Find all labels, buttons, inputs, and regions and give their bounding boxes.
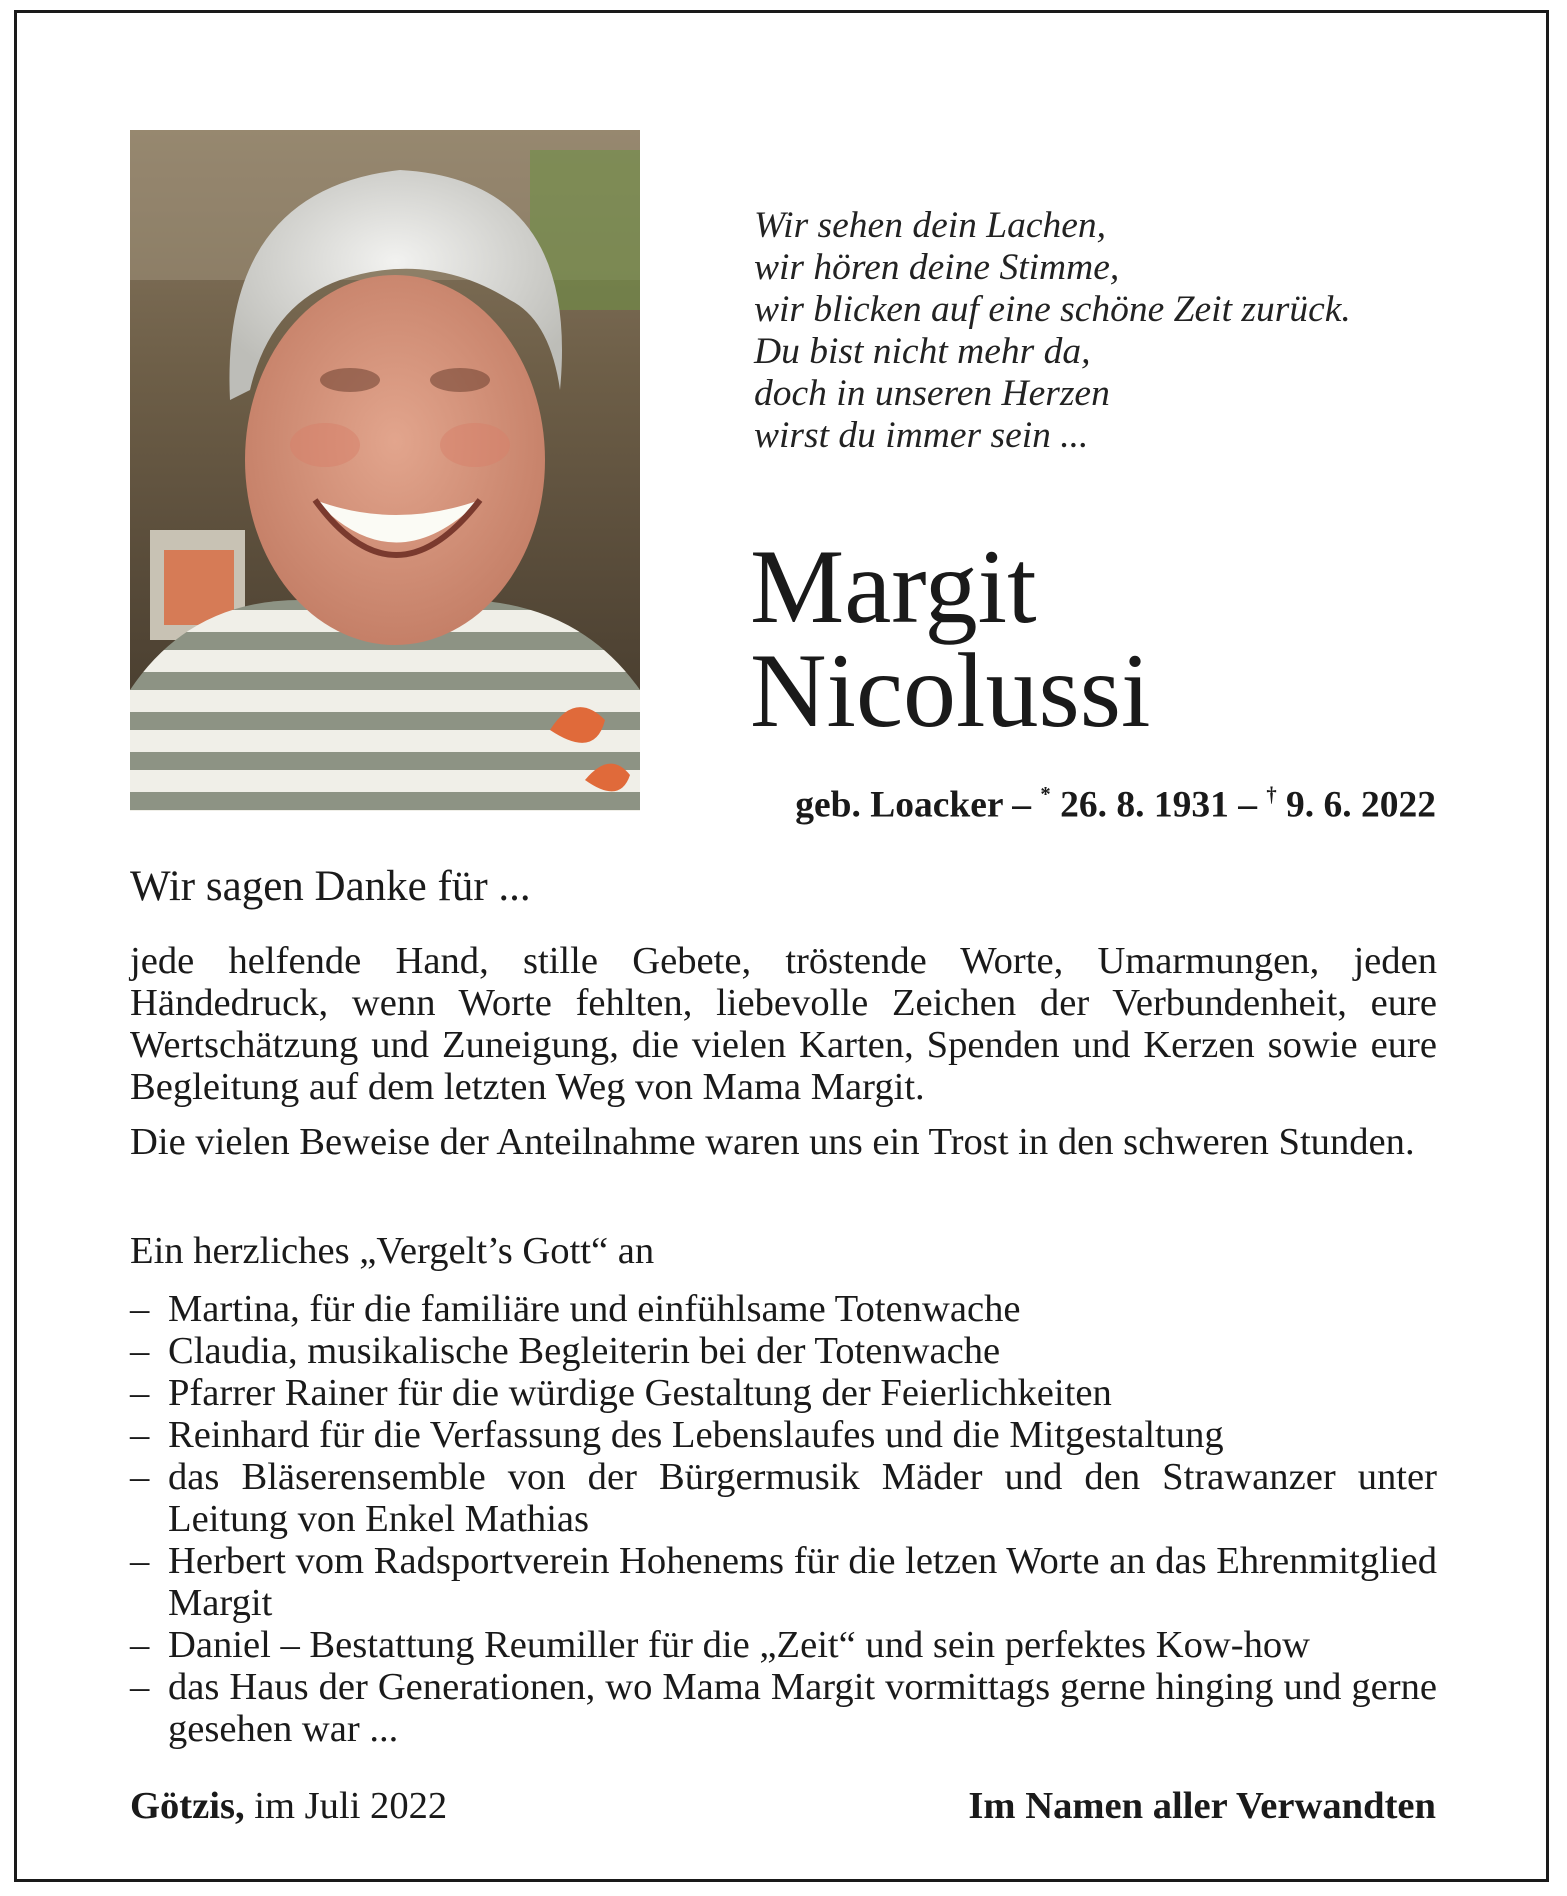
dash-icon: – (130, 1540, 150, 1582)
death-cross-icon: † (1266, 784, 1277, 806)
dash-icon: – (130, 1288, 150, 1330)
poem-line: wir hören deine Stimme, (754, 247, 1120, 288)
dash-icon: – (130, 1456, 150, 1498)
dash-icon: – (130, 1414, 150, 1456)
thanks-intro: Ein herzliches „Vergelt’s Gott“ an (130, 1230, 655, 1272)
separator: – (1002, 784, 1041, 826)
poem-line: Du bist nicht mehr da, (754, 331, 1091, 372)
birth-name: geb. Loacker (795, 784, 1003, 826)
list-item (130, 1540, 1437, 1624)
list-item-text: Herbert vom Radsportverein Hohenems für die letzen Worte an das Ehrenmitglied Margit (168, 1540, 1437, 1624)
signature: Im Namen aller Verwandten (968, 1785, 1436, 1827)
birth-star-icon: * (1040, 784, 1051, 806)
separator: – (1228, 784, 1267, 826)
list-item (130, 1330, 1437, 1372)
list-item-text: das Haus der Generationen, wo Mama Margit vormittags gerne hinging und gerne gesehen war ... (168, 1666, 1437, 1750)
portrait-photo (130, 130, 640, 811)
list-item-text: das Bläserensemble von der Bürgermusik Mäder und den Strawanzer unter Leitung von Enkel Mathias (168, 1456, 1437, 1540)
place: Götzis, (130, 1785, 245, 1827)
first-name: Margit (750, 528, 1037, 645)
last-name: Nicolussi (750, 632, 1151, 749)
life-dates (795, 772, 1436, 828)
thanks-paragraph-1: jede helfende Hand, stille Gebete, tröstende Worte, Umarmungen, jeden Händedruck, wenn Worte fehlten, liebevolle Zeichen der Verbundenheit, eure Wertschätzung und Zuneigung, die vielen Karten, Spenden und Kerzen sowie eure Begleitung auf dem letzten Weg von Mama Margit. (130, 940, 1437, 1108)
list-item-text: Reinhard für die Verfassung des Lebenslaufes und die Mitgestaltung (168, 1414, 1224, 1456)
thanks-title: Wir sagen Danke für ... (130, 863, 531, 910)
dash-icon: – (130, 1666, 150, 1708)
list-item (130, 1372, 1437, 1414)
list-item-text: Claudia, musikalische Begleiterin bei der Totenwache (168, 1330, 1001, 1372)
thanks-list (130, 1288, 1437, 1750)
list-item (130, 1456, 1437, 1540)
portrait-photo-image (130, 130, 640, 811)
poem-line: doch in unseren Herzen (754, 373, 1110, 414)
place-date (130, 1783, 447, 1829)
poem-line: Wir sehen dein Lachen, (754, 205, 1107, 246)
list-item-text: Pfarrer Rainer für die würdige Gestaltung der Feierlichkeiten (168, 1372, 1112, 1414)
dash-icon: – (130, 1372, 150, 1414)
deceased-name (750, 528, 1151, 749)
list-item-text: Daniel – Bestattung Reumiller für die „Zeit“ und sein perfektes Kow-how (168, 1624, 1311, 1666)
poem-line: wirst du immer sein ... (754, 415, 1089, 456)
list-item (130, 1666, 1437, 1750)
thanks-paragraph-2: Die vielen Beweise der Anteilnahme waren uns ein Trost in den schweren Stunden. (130, 1121, 1415, 1163)
poem (754, 205, 1474, 457)
poem-line: wir blicken auf eine schöne Zeit zurück. (754, 289, 1351, 330)
birth-date: 26. 8. 1931 (1050, 784, 1229, 826)
dash-icon: – (130, 1624, 150, 1666)
list-item-text: Martina, für die familiäre und einfühlsame Totenwache (168, 1288, 1021, 1330)
dash-icon: – (130, 1330, 150, 1372)
list-item (130, 1288, 1437, 1330)
list-item (130, 1624, 1437, 1666)
list-item (130, 1414, 1437, 1456)
death-date: 9. 6. 2022 (1276, 784, 1436, 826)
date: im Juli 2022 (244, 1785, 448, 1827)
